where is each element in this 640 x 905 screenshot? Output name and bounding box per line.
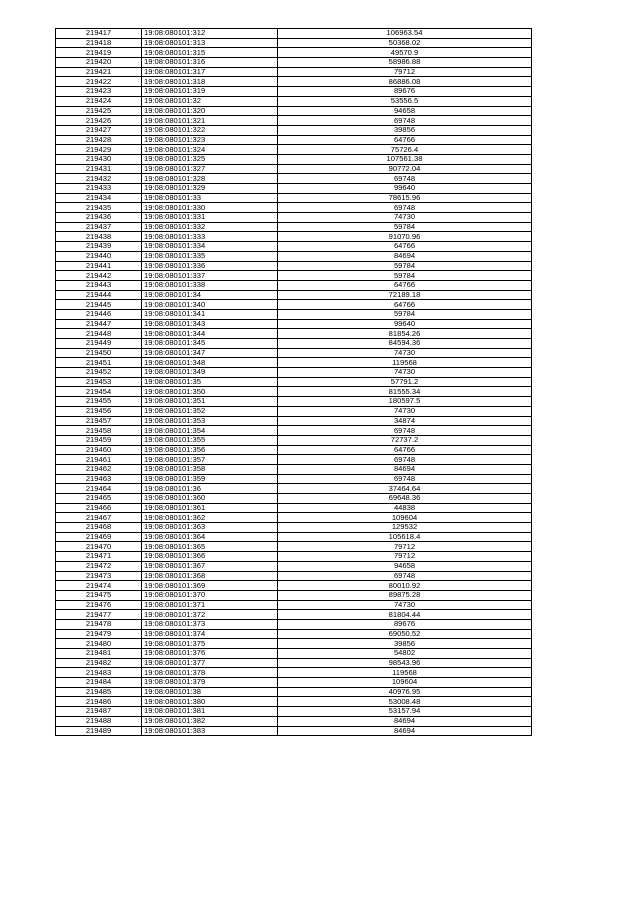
row-id-cell: 219454: [56, 387, 142, 397]
table-row: [56, 232, 532, 242]
amount-cell: 64766: [278, 135, 532, 145]
row-id-cell: 219418: [56, 38, 142, 48]
row-id-cell: 219465: [56, 494, 142, 504]
table-row: [56, 203, 532, 213]
cadastral-number-cell: 19:08:080101:321: [142, 116, 278, 126]
table-row: [56, 184, 532, 194]
table-row: [56, 261, 532, 271]
row-id-cell: 219486: [56, 697, 142, 707]
row-id-cell: 219458: [56, 426, 142, 436]
amount-cell: 106963.54: [278, 29, 532, 39]
amount-cell: 53556.5: [278, 96, 532, 106]
cadastral-number-cell: 19:08:080101:327: [142, 164, 278, 174]
table-row: [56, 600, 532, 610]
row-id-cell: 219428: [56, 135, 142, 145]
cadastral-number-cell: 19:08:080101:335: [142, 251, 278, 261]
amount-cell: 89875.28: [278, 590, 532, 600]
cadastral-number-cell: 19:08:080101:348: [142, 358, 278, 368]
table-row: [56, 368, 532, 378]
amount-cell: 59784: [278, 261, 532, 271]
row-id-cell: 219484: [56, 678, 142, 688]
cadastral-number-cell: 19:08:080101:357: [142, 455, 278, 465]
table-body: [56, 29, 532, 736]
table-row: [56, 523, 532, 533]
amount-cell: 64766: [278, 242, 532, 252]
table-row: [56, 154, 532, 164]
amount-cell: 78615.96: [278, 193, 532, 203]
row-id-cell: 219483: [56, 668, 142, 678]
table-row: [56, 678, 532, 688]
row-id-cell: 219447: [56, 319, 142, 329]
row-id-cell: 219479: [56, 629, 142, 639]
cadastral-number-cell: 19:08:080101:337: [142, 271, 278, 281]
row-id-cell: 219417: [56, 29, 142, 39]
table-row: [56, 251, 532, 261]
table-row: [56, 649, 532, 659]
table-row: [56, 707, 532, 717]
amount-cell: 79712: [278, 552, 532, 562]
row-id-cell: 219423: [56, 87, 142, 97]
amount-cell: 50368.02: [278, 38, 532, 48]
cadastral-number-cell: 19:08:080101:353: [142, 416, 278, 426]
table-row: [56, 67, 532, 77]
amount-cell: 81854.26: [278, 329, 532, 339]
row-id-cell: 219419: [56, 48, 142, 58]
cadastral-number-cell: 19:08:080101:332: [142, 222, 278, 232]
table-row: [56, 494, 532, 504]
table-row: [56, 193, 532, 203]
cadastral-number-cell: 19:08:080101:313: [142, 38, 278, 48]
table-row: [56, 280, 532, 290]
amount-cell: 99640: [278, 319, 532, 329]
amount-cell: 53008.48: [278, 697, 532, 707]
row-id-cell: 219478: [56, 619, 142, 629]
amount-cell: 81804.44: [278, 610, 532, 620]
cadastral-number-cell: 19:08:080101:362: [142, 513, 278, 523]
cadastral-number-cell: 19:08:080101:32: [142, 96, 278, 106]
row-id-cell: 219487: [56, 707, 142, 717]
row-id-cell: 219432: [56, 174, 142, 184]
table-row: [56, 581, 532, 591]
amount-cell: 119568: [278, 358, 532, 368]
cadastral-number-cell: 19:08:080101:360: [142, 494, 278, 504]
amount-cell: 58986.88: [278, 58, 532, 68]
amount-cell: 54802: [278, 649, 532, 659]
cadastral-number-cell: 19:08:080101:352: [142, 406, 278, 416]
row-id-cell: 219433: [56, 184, 142, 194]
row-id-cell: 219459: [56, 435, 142, 445]
table-row: [56, 474, 532, 484]
table-row: [56, 658, 532, 668]
amount-cell: 74730: [278, 348, 532, 358]
cadastral-number-cell: 19:08:080101:379: [142, 678, 278, 688]
row-id-cell: 219449: [56, 339, 142, 349]
table-row: [56, 397, 532, 407]
table-row: [56, 290, 532, 300]
table-row: [56, 87, 532, 97]
table-row: [56, 242, 532, 252]
table-row: [56, 406, 532, 416]
cadastral-number-cell: 19:08:080101:351: [142, 397, 278, 407]
amount-cell: 72189.18: [278, 290, 532, 300]
table-row: [56, 503, 532, 513]
cadastral-number-cell: 19:08:080101:367: [142, 561, 278, 571]
table-row: [56, 619, 532, 629]
amount-cell: 84594.36: [278, 339, 532, 349]
row-id-cell: 219474: [56, 581, 142, 591]
table-row: [56, 687, 532, 697]
row-id-cell: 219435: [56, 203, 142, 213]
cadastral-number-cell: 19:08:080101:340: [142, 300, 278, 310]
row-id-cell: 219437: [56, 222, 142, 232]
amount-cell: 89676: [278, 619, 532, 629]
amount-cell: 107561.38: [278, 154, 532, 164]
row-id-cell: 219464: [56, 484, 142, 494]
row-id-cell: 219442: [56, 271, 142, 281]
amount-cell: 69748: [278, 174, 532, 184]
row-id-cell: 219468: [56, 523, 142, 533]
row-id-cell: 219439: [56, 242, 142, 252]
amount-cell: 94658: [278, 106, 532, 116]
table-row: [56, 455, 532, 465]
amount-cell: 84694: [278, 464, 532, 474]
cadastral-number-cell: 19:08:080101:359: [142, 474, 278, 484]
cadastral-number-cell: 19:08:080101:381: [142, 707, 278, 717]
table-row: [56, 542, 532, 552]
cadastral-number-cell: 19:08:080101:317: [142, 67, 278, 77]
amount-cell: 105618.4: [278, 532, 532, 542]
cadastral-number-cell: 19:08:080101:338: [142, 280, 278, 290]
row-id-cell: 219460: [56, 445, 142, 455]
amount-cell: 64766: [278, 445, 532, 455]
amount-cell: 59784: [278, 271, 532, 281]
amount-cell: 69050.52: [278, 629, 532, 639]
table-row: [56, 38, 532, 48]
table-row: [56, 58, 532, 68]
cadastral-number-cell: 19:08:080101:369: [142, 581, 278, 591]
row-id-cell: 219472: [56, 561, 142, 571]
table-row: [56, 590, 532, 600]
cadastral-number-cell: 19:08:080101:38: [142, 687, 278, 697]
row-id-cell: 219441: [56, 261, 142, 271]
amount-cell: 180597.5: [278, 397, 532, 407]
cadastral-number-cell: 19:08:080101:373: [142, 619, 278, 629]
table-row: [56, 164, 532, 174]
cadastral-number-cell: 19:08:080101:378: [142, 668, 278, 678]
row-id-cell: 219467: [56, 513, 142, 523]
cadastral-number-cell: 19:08:080101:343: [142, 319, 278, 329]
cadastral-number-cell: 19:08:080101:365: [142, 542, 278, 552]
cadastral-number-cell: 19:08:080101:341: [142, 309, 278, 319]
table-row: [56, 532, 532, 542]
cadastral-number-cell: 19:08:080101:329: [142, 184, 278, 194]
cadastral-number-cell: 19:08:080101:350: [142, 387, 278, 397]
table-row: [56, 174, 532, 184]
cadastral-number-cell: 19:08:080101:355: [142, 435, 278, 445]
table-row: [56, 329, 532, 339]
row-id-cell: 219473: [56, 571, 142, 581]
table-row: [56, 135, 532, 145]
amount-cell: 98543.96: [278, 658, 532, 668]
table-row: [56, 77, 532, 87]
cadastral-number-cell: 19:08:080101:374: [142, 629, 278, 639]
row-id-cell: 219452: [56, 368, 142, 378]
cadastral-number-cell: 19:08:080101:330: [142, 203, 278, 213]
table-row: [56, 639, 532, 649]
row-id-cell: 219482: [56, 658, 142, 668]
amount-cell: 74730: [278, 368, 532, 378]
amount-cell: 109604: [278, 513, 532, 523]
table-row: [56, 116, 532, 126]
table-row: [56, 222, 532, 232]
cadastral-number-cell: 19:08:080101:364: [142, 532, 278, 542]
row-id-cell: 219438: [56, 232, 142, 242]
cadastral-number-cell: 19:08:080101:319: [142, 87, 278, 97]
row-id-cell: 219466: [56, 503, 142, 513]
amount-cell: 72737.2: [278, 435, 532, 445]
amount-cell: 79712: [278, 542, 532, 552]
table-row: [56, 213, 532, 223]
cadastral-number-cell: 19:08:080101:366: [142, 552, 278, 562]
amount-cell: 84694: [278, 251, 532, 261]
table-row: [56, 426, 532, 436]
cadastral-number-cell: 19:08:080101:323: [142, 135, 278, 145]
table-row: [56, 339, 532, 349]
cadastral-number-cell: 19:08:080101:368: [142, 571, 278, 581]
amount-cell: 69748: [278, 203, 532, 213]
table-row: [56, 106, 532, 116]
cadastral-number-cell: 19:08:080101:316: [142, 58, 278, 68]
amount-cell: 91070.96: [278, 232, 532, 242]
table-row: [56, 145, 532, 155]
amount-cell: 69748: [278, 426, 532, 436]
row-id-cell: 219440: [56, 251, 142, 261]
row-id-cell: 219475: [56, 590, 142, 600]
cadastral-number-cell: 19:08:080101:331: [142, 213, 278, 223]
row-id-cell: 219451: [56, 358, 142, 368]
cadastral-number-cell: 19:08:080101:349: [142, 368, 278, 378]
amount-cell: 64766: [278, 280, 532, 290]
data-table: [55, 28, 532, 736]
table-row: [56, 697, 532, 707]
amount-cell: 69648.36: [278, 494, 532, 504]
amount-cell: 69748: [278, 116, 532, 126]
amount-cell: 84694: [278, 716, 532, 726]
row-id-cell: 219455: [56, 397, 142, 407]
row-id-cell: 219457: [56, 416, 142, 426]
row-id-cell: 219469: [56, 532, 142, 542]
table-row: [56, 29, 532, 39]
table-row: [56, 435, 532, 445]
cadastral-number-cell: 19:08:080101:318: [142, 77, 278, 87]
row-id-cell: 219453: [56, 377, 142, 387]
table-row: [56, 445, 532, 455]
row-id-cell: 219424: [56, 96, 142, 106]
cadastral-number-cell: 19:08:080101:345: [142, 339, 278, 349]
cadastral-number-cell: 19:08:080101:33: [142, 193, 278, 203]
cadastral-number-cell: 19:08:080101:344: [142, 329, 278, 339]
table-row: [56, 484, 532, 494]
cadastral-number-cell: 19:08:080101:356: [142, 445, 278, 455]
amount-cell: 40976.95: [278, 687, 532, 697]
cadastral-number-cell: 19:08:080101:333: [142, 232, 278, 242]
amount-cell: 44838: [278, 503, 532, 513]
row-id-cell: 219477: [56, 610, 142, 620]
cadastral-number-cell: 19:08:080101:354: [142, 426, 278, 436]
cadastral-number-cell: 19:08:080101:315: [142, 48, 278, 58]
cadastral-number-cell: 19:08:080101:320: [142, 106, 278, 116]
amount-cell: 74730: [278, 600, 532, 610]
cadastral-number-cell: 19:08:080101:375: [142, 639, 278, 649]
row-id-cell: 219421: [56, 67, 142, 77]
row-id-cell: 219431: [56, 164, 142, 174]
amount-cell: 57791.2: [278, 377, 532, 387]
cadastral-number-cell: 19:08:080101:370: [142, 590, 278, 600]
row-id-cell: 219481: [56, 649, 142, 659]
amount-cell: 69748: [278, 455, 532, 465]
cadastral-number-cell: 19:08:080101:376: [142, 649, 278, 659]
amount-cell: 75726.4: [278, 145, 532, 155]
row-id-cell: 219461: [56, 455, 142, 465]
row-id-cell: 219448: [56, 329, 142, 339]
cadastral-number-cell: 19:08:080101:34: [142, 290, 278, 300]
row-id-cell: 219443: [56, 280, 142, 290]
row-id-cell: 219470: [56, 542, 142, 552]
cadastral-number-cell: 19:08:080101:324: [142, 145, 278, 155]
table-row: [56, 319, 532, 329]
table-row: [56, 309, 532, 319]
cadastral-number-cell: 19:08:080101:347: [142, 348, 278, 358]
table-row: [56, 629, 532, 639]
table-row: [56, 271, 532, 281]
amount-cell: 74730: [278, 213, 532, 223]
row-id-cell: 219427: [56, 125, 142, 135]
amount-cell: 89676: [278, 87, 532, 97]
cadastral-number-cell: 19:08:080101:383: [142, 726, 278, 736]
cadastral-number-cell: 19:08:080101:363: [142, 523, 278, 533]
amount-cell: 119568: [278, 668, 532, 678]
table-row: [56, 96, 532, 106]
row-id-cell: 219476: [56, 600, 142, 610]
amount-cell: 53157.94: [278, 707, 532, 717]
cadastral-number-cell: 19:08:080101:328: [142, 174, 278, 184]
row-id-cell: 219446: [56, 309, 142, 319]
amount-cell: 59784: [278, 222, 532, 232]
cadastral-number-cell: 19:08:080101:325: [142, 154, 278, 164]
cadastral-number-cell: 19:08:080101:336: [142, 261, 278, 271]
table-row: [56, 348, 532, 358]
row-id-cell: 219488: [56, 716, 142, 726]
row-id-cell: 219480: [56, 639, 142, 649]
amount-cell: 49570.9: [278, 48, 532, 58]
cadastral-number-cell: 19:08:080101:371: [142, 600, 278, 610]
table-row: [56, 377, 532, 387]
amount-cell: 69748: [278, 474, 532, 484]
table-row: [56, 416, 532, 426]
amount-cell: 109604: [278, 678, 532, 688]
table-row: [56, 610, 532, 620]
table-row: [56, 571, 532, 581]
table-row: [56, 552, 532, 562]
cadastral-number-cell: 19:08:080101:377: [142, 658, 278, 668]
row-id-cell: 219434: [56, 193, 142, 203]
amount-cell: 90772.04: [278, 164, 532, 174]
cadastral-number-cell: 19:08:080101:358: [142, 464, 278, 474]
amount-cell: 129532: [278, 523, 532, 533]
cadastral-number-cell: 19:08:080101:372: [142, 610, 278, 620]
cadastral-number-cell: 19:08:080101:380: [142, 697, 278, 707]
row-id-cell: 219420: [56, 58, 142, 68]
amount-cell: 59784: [278, 309, 532, 319]
amount-cell: 79712: [278, 67, 532, 77]
amount-cell: 74730: [278, 406, 532, 416]
cadastral-number-cell: 19:08:080101:35: [142, 377, 278, 387]
cadastral-number-cell: 19:08:080101:382: [142, 716, 278, 726]
row-id-cell: 219444: [56, 290, 142, 300]
row-id-cell: 219436: [56, 213, 142, 223]
amount-cell: 37464.64: [278, 484, 532, 494]
row-id-cell: 219489: [56, 726, 142, 736]
row-id-cell: 219425: [56, 106, 142, 116]
amount-cell: 99640: [278, 184, 532, 194]
row-id-cell: 219456: [56, 406, 142, 416]
cadastral-number-cell: 19:08:080101:322: [142, 125, 278, 135]
row-id-cell: 219471: [56, 552, 142, 562]
cadastral-number-cell: 19:08:080101:334: [142, 242, 278, 252]
table-row: [56, 387, 532, 397]
row-id-cell: 219463: [56, 474, 142, 484]
row-id-cell: 219422: [56, 77, 142, 87]
cadastral-number-cell: 19:08:080101:361: [142, 503, 278, 513]
amount-cell: 39856: [278, 639, 532, 649]
row-id-cell: 219485: [56, 687, 142, 697]
amount-cell: 39856: [278, 125, 532, 135]
row-id-cell: 219445: [56, 300, 142, 310]
table-row: [56, 358, 532, 368]
amount-cell: 86886.08: [278, 77, 532, 87]
table-row: [56, 726, 532, 736]
table-row: [56, 561, 532, 571]
amount-cell: 80010.92: [278, 581, 532, 591]
table-row: [56, 300, 532, 310]
amount-cell: 69748: [278, 571, 532, 581]
row-id-cell: 219430: [56, 154, 142, 164]
table-row: [56, 464, 532, 474]
amount-cell: 64766: [278, 300, 532, 310]
row-id-cell: 219429: [56, 145, 142, 155]
row-id-cell: 219426: [56, 116, 142, 126]
cadastral-number-cell: 19:08:080101:312: [142, 29, 278, 39]
table-row: [56, 513, 532, 523]
amount-cell: 94658: [278, 561, 532, 571]
row-id-cell: 219450: [56, 348, 142, 358]
cadastral-number-cell: 19:08:080101:36: [142, 484, 278, 494]
table-row: [56, 48, 532, 58]
table-row: [56, 125, 532, 135]
amount-cell: 81555.34: [278, 387, 532, 397]
amount-cell: 34874: [278, 416, 532, 426]
table-row: [56, 716, 532, 726]
row-id-cell: 219462: [56, 464, 142, 474]
table-row: [56, 668, 532, 678]
amount-cell: 84694: [278, 726, 532, 736]
